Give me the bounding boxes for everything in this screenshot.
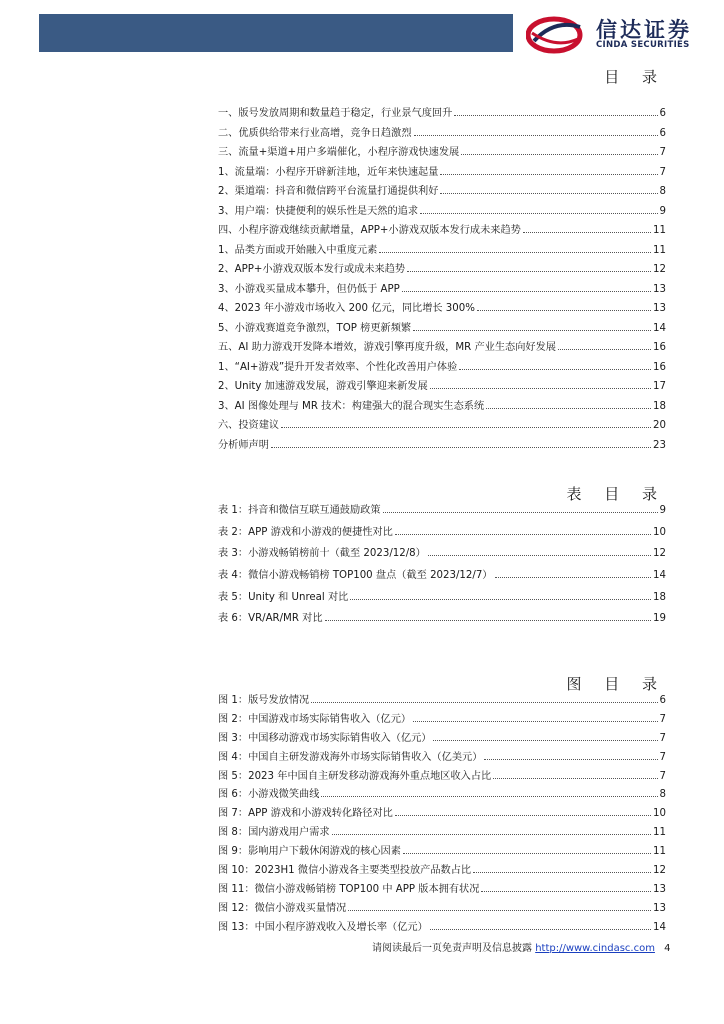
figure-entry-page: 10 <box>653 808 666 820</box>
figure-entry[interactable] <box>218 881 666 900</box>
dot-leader <box>348 909 651 911</box>
toc-entry-text: 3、AI 图像处理与 MR 技术：构建强大的混合现实生态系统 <box>218 400 485 412</box>
table-entry-text: 表 2：APP 游戏和小游戏的便捷性对比 <box>218 526 393 538</box>
figure-entry[interactable] <box>218 824 666 843</box>
dot-leader <box>484 758 657 760</box>
figure-entry-page: 13 <box>653 902 666 914</box>
figure-entry-text: 图 1：版号发放情况 <box>218 695 310 706</box>
table-entry[interactable] <box>218 565 666 587</box>
toc-entry-text: 1、“AI+游戏”提升开发者效率、个性化改善用户体验 <box>218 361 458 373</box>
toc-entry-text: 5、小游戏赛道竞争激烈，TOP 榜更新频繁 <box>218 322 412 334</box>
dot-leader <box>495 576 652 578</box>
dot-leader <box>413 720 657 722</box>
dot-leader <box>413 329 651 331</box>
dot-leader <box>414 134 658 136</box>
toc-entry-page: 16 <box>653 361 666 373</box>
figure-entry-page: 11 <box>653 827 666 839</box>
toc-entry[interactable] <box>218 260 666 280</box>
toc-entry-page: 11 <box>653 225 666 236</box>
dot-leader <box>395 814 651 816</box>
toc-title: 目 录 <box>604 68 666 86</box>
figure-entry-text: 图 9：影响用户下载休闲游戏的核心因素 <box>218 846 401 858</box>
table-entry[interactable] <box>218 543 666 565</box>
figure-entry[interactable] <box>218 786 666 805</box>
figure-entry-page: 13 <box>653 883 666 895</box>
toc-entry-text: 四、小程序游戏继续贡献增量，APP+小游戏双版本发行成未来趋势 <box>218 225 521 236</box>
toc-entry-text: 2、APP+小游戏双版本发行或成未来趋势 <box>218 264 406 275</box>
brand-name-en: CINDA SECURITIES <box>596 40 690 50</box>
toc-entry-text: 1、品类方面或开始融入中重度元素 <box>218 244 378 256</box>
figure-entry-page: 7 <box>659 713 666 725</box>
figure-entry-page: 7 <box>659 732 666 744</box>
toc-entry[interactable] <box>218 221 666 241</box>
table-entry-page: 14 <box>653 570 666 582</box>
dot-leader <box>558 348 651 350</box>
footer-disclaimer: 请阅读最后一页免责声明及信息披露 <box>372 943 532 954</box>
figure-entry-page: 6 <box>659 695 666 706</box>
dot-leader <box>402 290 651 292</box>
table-entry[interactable] <box>218 500 666 522</box>
dot-leader <box>311 701 657 703</box>
table-entry-text: 表 6：VR/AR/MR 对比 <box>218 613 323 625</box>
toc-entry[interactable] <box>218 319 666 339</box>
toc-entry[interactable] <box>218 182 666 202</box>
dot-leader <box>459 368 651 370</box>
figure-entry-page: 11 <box>653 846 666 858</box>
dot-leader <box>325 619 651 621</box>
toc-entry[interactable] <box>218 280 666 300</box>
table-entry-page: 12 <box>653 548 666 560</box>
dot-leader <box>395 533 651 535</box>
toc-entry-page: 13 <box>653 283 666 295</box>
toc-entry[interactable] <box>218 397 666 417</box>
table-entry[interactable] <box>218 522 666 544</box>
toc-entry[interactable] <box>218 241 666 261</box>
toc-entry-page: 7 <box>659 166 666 178</box>
dot-leader <box>332 833 651 835</box>
footer-url-link[interactable]: http://www.cindasc.com <box>535 943 655 954</box>
toc-entry-page: 14 <box>653 322 666 334</box>
toc-entry-page: 12 <box>653 264 666 275</box>
toc-entry-page: 13 <box>653 303 666 314</box>
figure-entry-page: 7 <box>659 770 666 782</box>
toc-entry-text: 二、优质供给带来行业高增，竞争日趋激烈 <box>218 127 412 139</box>
toc-entry-page: 6 <box>659 108 666 119</box>
table-entry-text: 表 3：小游戏畅销榜前十（截至 2023/12/8） <box>218 548 426 560</box>
figure-entry[interactable] <box>218 711 666 730</box>
page-number: 4 <box>664 943 671 954</box>
table-entry[interactable] <box>218 608 666 630</box>
table-entry-page: 9 <box>659 505 666 516</box>
dot-leader <box>420 212 657 214</box>
toc-entry[interactable] <box>218 143 666 163</box>
figure-entry[interactable] <box>218 919 666 938</box>
toc-entry-page: 11 <box>653 244 666 256</box>
dot-leader <box>481 890 651 892</box>
toc-entry[interactable] <box>218 163 666 183</box>
dot-leader <box>379 251 651 253</box>
dot-leader <box>440 173 657 175</box>
toc-entry-text: 3、小游戏买量成本攀升，但仍低于 APP <box>218 283 400 295</box>
dot-leader <box>350 598 651 600</box>
page-footer <box>372 939 671 954</box>
figure-entry-text: 图 12：微信小游戏买量情况 <box>218 902 347 914</box>
toc-entry-page: 18 <box>653 400 666 412</box>
dot-leader <box>493 777 657 779</box>
table-entry-page: 19 <box>653 613 666 625</box>
table-entry-text: 表 1：抖音和微信互联互通鼓励政策 <box>218 505 381 516</box>
toc-entry[interactable] <box>218 299 666 319</box>
figure-entry[interactable] <box>218 730 666 749</box>
toc-entry-text: 三、流量+渠道+用户多端催化，小程序游戏快速发展 <box>218 147 460 158</box>
toc-entry[interactable] <box>218 377 666 397</box>
dot-leader <box>430 928 651 930</box>
figures-title: 图 目 录 <box>566 675 666 693</box>
figure-entry[interactable] <box>218 768 666 787</box>
dot-leader <box>403 852 651 854</box>
table-entry-text: 表 5：Unity 和 Unreal 对比 <box>218 591 349 603</box>
table-entry-text: 表 4：微信小游戏畅销榜 TOP100 盘点（截至 2023/12/7） <box>218 570 493 582</box>
table-entry-page: 10 <box>653 526 666 538</box>
dot-leader <box>454 114 657 116</box>
toc-entry-text: 2、渠道端：抖音和微信跨平台流量打通提供利好 <box>218 186 439 197</box>
figure-entry[interactable] <box>218 805 666 824</box>
toc-entry-page: 16 <box>653 342 666 353</box>
toc-entry-page: 6 <box>659 127 666 139</box>
toc-entry-text: 2、Unity 加速游戏发展，游戏引擎迎来新发展 <box>218 381 428 392</box>
dot-leader <box>440 192 657 194</box>
figure-entry[interactable] <box>218 749 666 768</box>
table-entry[interactable] <box>218 587 666 609</box>
toc-entry-page: 20 <box>653 420 666 431</box>
toc-entry[interactable] <box>218 436 666 456</box>
dot-leader <box>433 739 657 741</box>
brand-name-cn: 信达证券 <box>596 18 692 42</box>
dot-leader <box>477 309 651 311</box>
dot-leader <box>523 231 651 233</box>
dot-leader <box>473 871 651 873</box>
figure-entry[interactable] <box>218 862 666 881</box>
toc-entry[interactable] <box>218 358 666 378</box>
toc-entry-text: 分析师声明 <box>218 439 269 451</box>
toc-entry-page: 17 <box>653 381 666 392</box>
figure-entry-text: 图 13：中国小程序游戏收入及增长率（亿元） <box>218 921 428 933</box>
figure-entry-text: 图 6：小游戏微笑曲线 <box>218 789 320 801</box>
figure-entry-page: 12 <box>653 865 666 877</box>
toc-entry[interactable] <box>218 202 666 222</box>
toc-entry[interactable] <box>218 124 666 144</box>
figure-entry-text: 图 11：微信小游戏畅销榜 TOP100 中 APP 版本拥有状况 <box>218 883 480 895</box>
toc-entry-page: 23 <box>653 439 666 451</box>
tables-list <box>218 500 666 630</box>
toc-entry-text: 一、版号发放周期和数量趋于稳定，行业景气度回升 <box>218 108 453 119</box>
figures-list <box>218 692 666 938</box>
figure-entry-text: 图 4：中国自主研发游戏海外市场实际销售收入（亿美元） <box>218 751 483 763</box>
figure-entry-text: 图 7：APP 游戏和小游戏转化路径对比 <box>218 808 393 820</box>
toc-entry-text: 3、用户端：快捷便利的娱乐性是天然的追求 <box>218 205 419 217</box>
dot-leader <box>407 270 651 272</box>
dot-leader <box>271 446 651 448</box>
dot-leader <box>486 407 651 409</box>
figure-entry-page: 14 <box>653 921 666 933</box>
dot-leader <box>461 153 657 155</box>
dot-leader <box>281 426 651 428</box>
figure-entry[interactable] <box>218 900 666 919</box>
toc-entry-text: 1、流量端：小程序开辟新洼地，近年来快速起量 <box>218 166 439 178</box>
figure-entry-page: 7 <box>659 751 666 763</box>
figure-entry-page: 8 <box>659 789 666 801</box>
toc-entry-text: 六、投资建议 <box>218 420 280 431</box>
tables-title: 表 目 录 <box>566 485 666 503</box>
toc-entry-text: 4、2023 年小游戏市场收入 200 亿元，同比增长 300% <box>218 303 475 314</box>
dot-leader <box>428 554 651 556</box>
table-entry-page: 18 <box>653 591 666 603</box>
toc-entry-page: 9 <box>659 205 666 217</box>
dot-leader <box>430 387 651 389</box>
toc-entry[interactable] <box>218 104 666 124</box>
figure-entry-text: 图 5：2023 年中国自主研发移动游戏海外重点地区收入占比 <box>218 770 492 782</box>
figure-entry[interactable] <box>218 843 666 862</box>
figure-entry[interactable] <box>218 692 666 711</box>
figure-entry-text: 图 10：2023H1 微信小游戏各主要类型投放产品数占比 <box>218 865 472 877</box>
toc-entry-text: 五、AI 助力游戏开发降本增效，游戏引擎再度升级，MR 产业生态向好发展 <box>218 342 556 353</box>
toc-entry[interactable] <box>218 338 666 358</box>
toc-entry[interactable] <box>218 416 666 436</box>
toc-list <box>218 104 666 455</box>
toc-entry-page: 8 <box>659 186 666 197</box>
figure-entry-text: 图 2：中国游戏市场实际销售收入（亿元） <box>218 713 412 725</box>
toc-entry-page: 7 <box>659 147 666 158</box>
figure-entry-text: 图 3：中国移动游戏市场实际销售收入（亿元） <box>218 732 432 744</box>
header-bar <box>39 14 513 52</box>
dot-leader <box>383 511 658 513</box>
dot-leader <box>321 795 657 797</box>
figure-entry-text: 图 8：国内游戏用户需求 <box>218 827 330 839</box>
